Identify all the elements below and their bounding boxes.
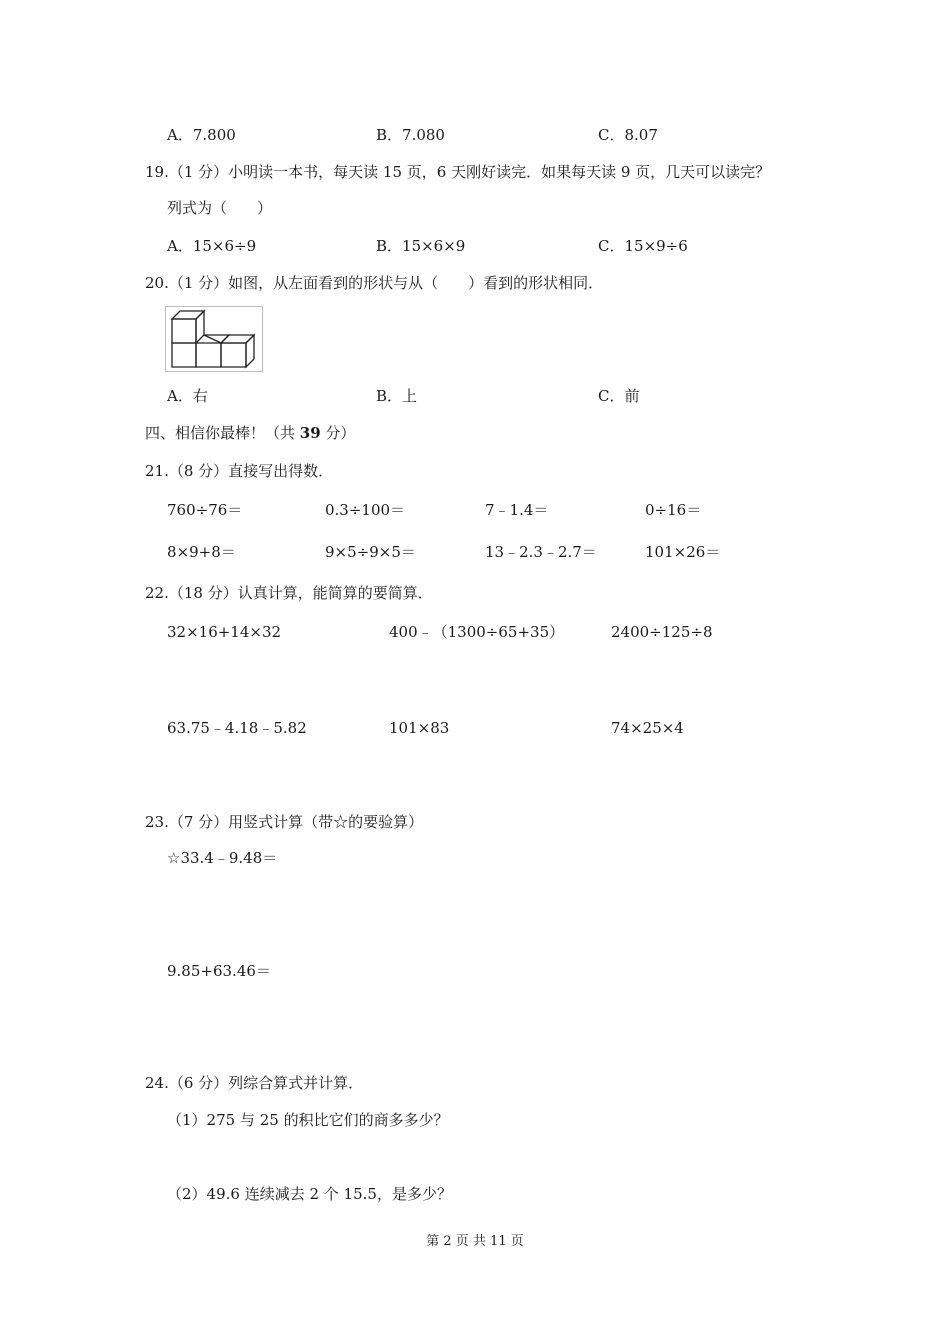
q20-stem: 20.（1 分）如图，从左面看到的形状与从（ ）看到的形状相同． <box>145 274 604 292</box>
q22-expr-2: 400﹣（1300÷65+35） <box>389 623 565 641</box>
q24-item-1: （1）275 与 25 的积比它们的商多多少？ <box>167 1111 449 1129</box>
section-points: 39 <box>299 424 321 442</box>
q20-option-a: A．右 <box>167 387 208 405</box>
q21-expr-5: 8×9+8＝ <box>167 543 236 561</box>
q21-expr-4: 0÷16＝ <box>645 501 702 519</box>
q19-stem: 19.（1 分）小明读一本书，每天读 15 页，6 天刚好读完．如果每天读 9 页，几天可以读完？ <box>145 163 771 181</box>
section-heading-prefix: 四、相信你最棒！（共 <box>145 424 300 442</box>
q20-option-b: B．上 <box>376 387 418 405</box>
page-footer: 第 2 页 共 11 页 <box>426 1234 524 1249</box>
q19-stem-line2: 列式为（ ） <box>167 199 273 217</box>
q18-option-a: A．7.800 <box>167 126 236 144</box>
q20-option-c: C．前 <box>598 387 640 405</box>
q22-expr-1: 32×16+14×32 <box>167 623 282 641</box>
cubes-diagram <box>166 307 262 371</box>
q23-item-2: 9.85+63.46＝ <box>167 962 271 980</box>
cube-figure <box>165 306 263 372</box>
q21-expr-3: 7﹣1.4＝ <box>485 501 549 519</box>
q21-expr-7: 13﹣2.3﹣2.7＝ <box>485 543 597 561</box>
q24-item-2: （2）49.6 连续减去 2 个 15.5，是多少？ <box>167 1185 452 1203</box>
q18-option-b: B．7.080 <box>376 126 445 144</box>
q21-expr-6: 9×5÷9×5＝ <box>325 543 416 561</box>
q21-expr-8: 101×26＝ <box>645 543 721 561</box>
q23-title: 23.（7 分）用竖式计算（带☆的要验算） <box>145 813 424 831</box>
q22-expr-5: 101×83 <box>389 719 450 737</box>
q19-option-c: C．15×9÷6 <box>598 237 688 255</box>
q21-expr-2: 0.3÷100＝ <box>325 501 406 519</box>
q22-expr-3: 2400÷125÷8 <box>611 623 713 641</box>
q23-item-1: ☆33.4﹣9.48＝ <box>167 849 278 867</box>
q21-title: 21.（8 分）直接写出得数． <box>145 462 334 480</box>
q24-title: 24.（6 分）列综合算式并计算． <box>145 1074 364 1092</box>
section-heading <box>145 423 355 443</box>
q22-title: 22.（18 分）认真计算，能简算的要简算． <box>145 584 433 602</box>
q18-option-c: C．8.07 <box>598 126 658 144</box>
q19-option-b: B．15×6×9 <box>376 237 466 255</box>
section-heading-suffix: 分） <box>320 424 356 442</box>
q21-expr-1: 760÷76＝ <box>167 501 243 519</box>
q22-expr-4: 63.75﹣4.18﹣5.82 <box>167 719 307 737</box>
q22-expr-6: 74×25×4 <box>611 719 684 737</box>
q19-option-a: A．15×6÷9 <box>167 237 257 255</box>
